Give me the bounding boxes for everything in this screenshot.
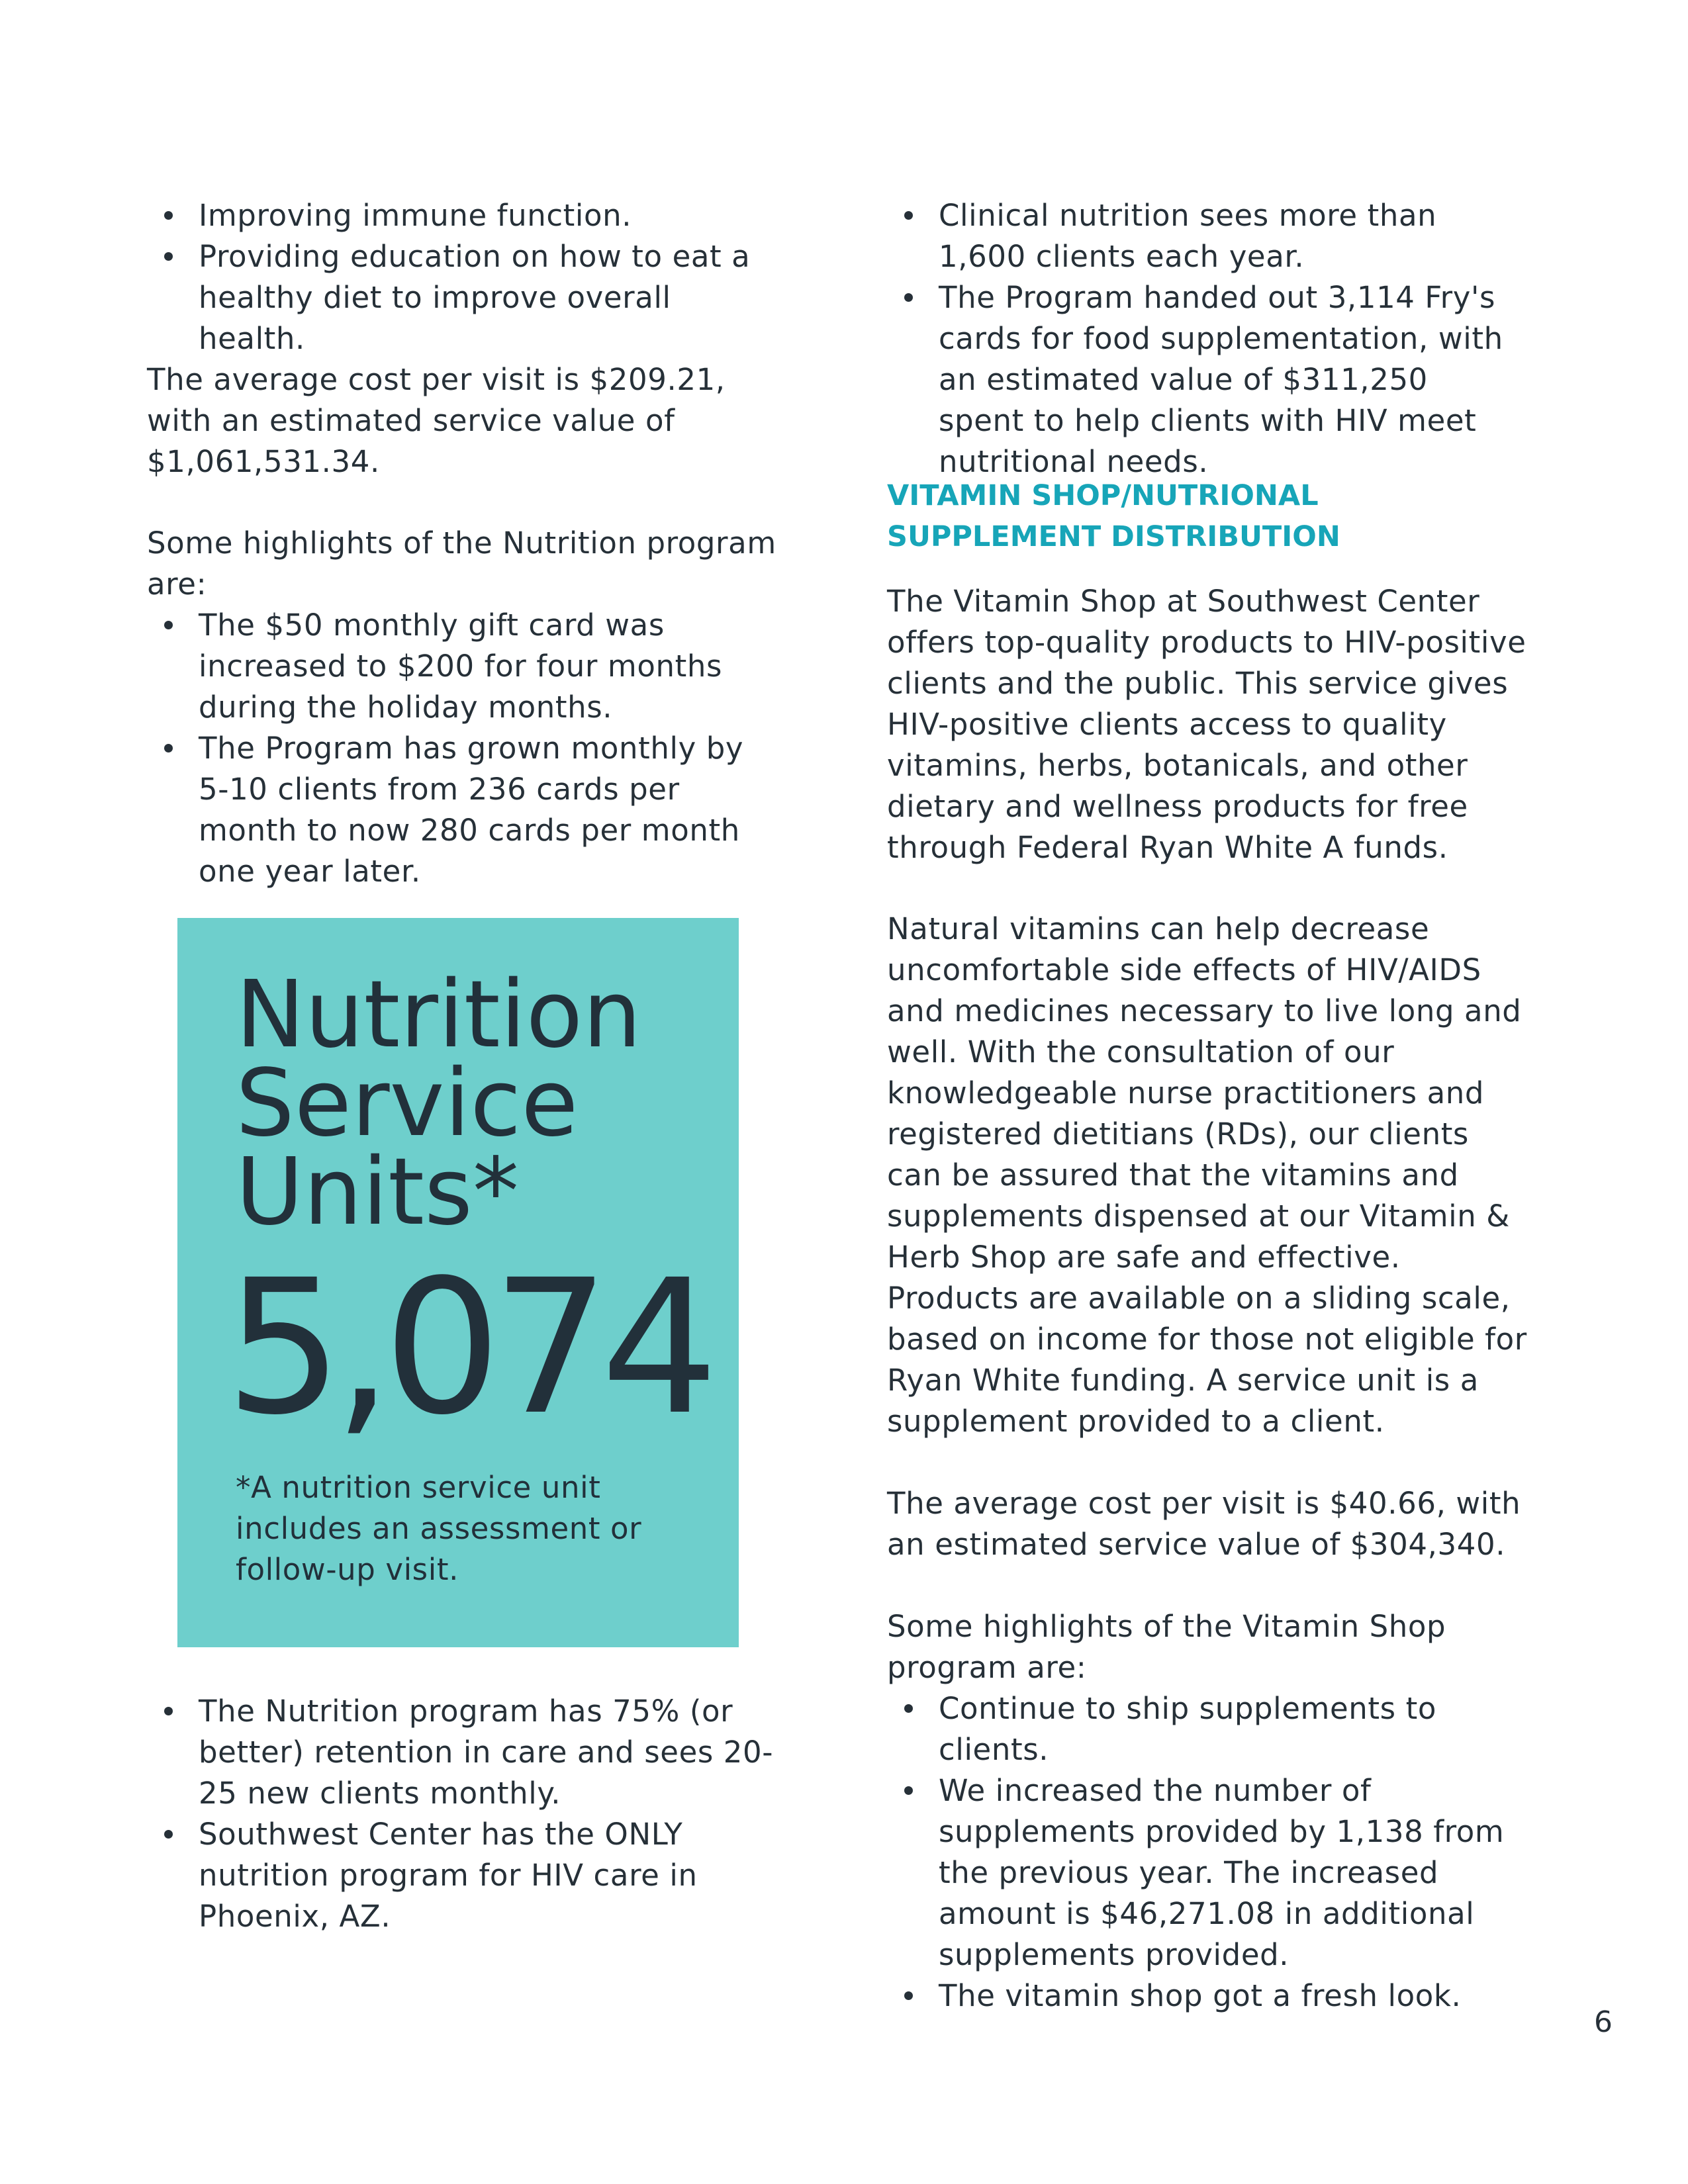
- right-top-bullets: [887, 195, 1523, 482]
- list-item: The vitamin shop got a fresh look.: [887, 1976, 1523, 2017]
- list-item: Providing education on how to eat a healthy diet to improve overall health.: [147, 236, 782, 359]
- natural-vitamins-paragraph: Natural vitamins can help decrease uncomfortable side effects of HIV/AIDS and medicines necessary to live long and well. With the consultation of our knowledgeable nurse practitioners and registered dietitians (RDs), our clients can be assured that the vitamins and supplements dispensed at our Vitamin & Herb Shop are safe and effective. Products are available on a sliding scale, based on income for those not eligible for Ryan White funding. A service unit is a supplement provided to a client.: [887, 911, 1527, 1439]
- callout-title: Nutrition Service Units*: [236, 961, 641, 1246]
- callout-note: *A nutrition service unit includes an assessment or follow-up visit.: [236, 1470, 642, 1587]
- callout-value: 5,074: [225, 1240, 710, 1456]
- page-number: 6: [1594, 2005, 1613, 2039]
- vitamin-highlights: [887, 1688, 1523, 2017]
- list-item: Clinical nutrition sees more than 1,600 clients each year.: [887, 195, 1523, 277]
- vitamin-shop-paragraph: The Vitamin Shop at Southwest Center offers top-quality products to HIV-positive clients and the public. This service gives HIV-positive clients access to quality vitamins, herbs, botanicals, and other dietary and wellness products for free through Federal Ryan White A funds.: [887, 584, 1526, 865]
- nutrition-units-callout: [177, 918, 739, 1647]
- list-item: Continue to ship supplements to clients.: [887, 1688, 1523, 1770]
- nutrition-top-bullets: [147, 195, 782, 359]
- nutrition-highlights: [147, 605, 782, 892]
- list-item: The $50 monthly gift card was increased to $200 for four months during the holiday months.: [147, 605, 782, 728]
- vitamin-highlights-intro: Some highlights of the Vitamin Shop program are:: [887, 1609, 1446, 1685]
- vitamin-cost-text: The average cost per visit is $40.66, with an estimated service value of $304,340.: [887, 1486, 1521, 1562]
- list-item: Southwest Center has the ONLY nutrition program for HIV care in Phoenix, AZ.: [147, 1814, 782, 1937]
- list-item: Improving immune function.: [147, 195, 782, 236]
- nutrition-cost-text: The average cost per visit is $209.21, with an estimated service value of $1,061,531.34.: [147, 362, 726, 479]
- list-item: We increased the number of supplements provided by 1,138 from the previous year. The increased amount is $46,271.08 in additional supplements provided.: [887, 1770, 1523, 1976]
- nutrition-bottom-bullets: [147, 1691, 782, 1937]
- nutrition-highlights-intro: Some highlights of the Nutrition program are:: [147, 525, 776, 602]
- list-item: The Program has grown monthly by 5-10 clients from 236 cards per month to now 280 cards per month one year later.: [147, 728, 782, 892]
- list-item: The Program handed out 3,114 Fry's cards for food supplementation, with an estimated value of $311,250 spent to help clients with HIV meet nutritional needs.: [887, 277, 1523, 482]
- section-heading: VITAMIN SHOP/NUTRIONAL SUPPLEMENT DISTRIBUTION: [887, 479, 1340, 553]
- list-item: The Nutrition program has 75% (or better) retention in care and sees 20-25 new clients monthly.: [147, 1691, 782, 1814]
